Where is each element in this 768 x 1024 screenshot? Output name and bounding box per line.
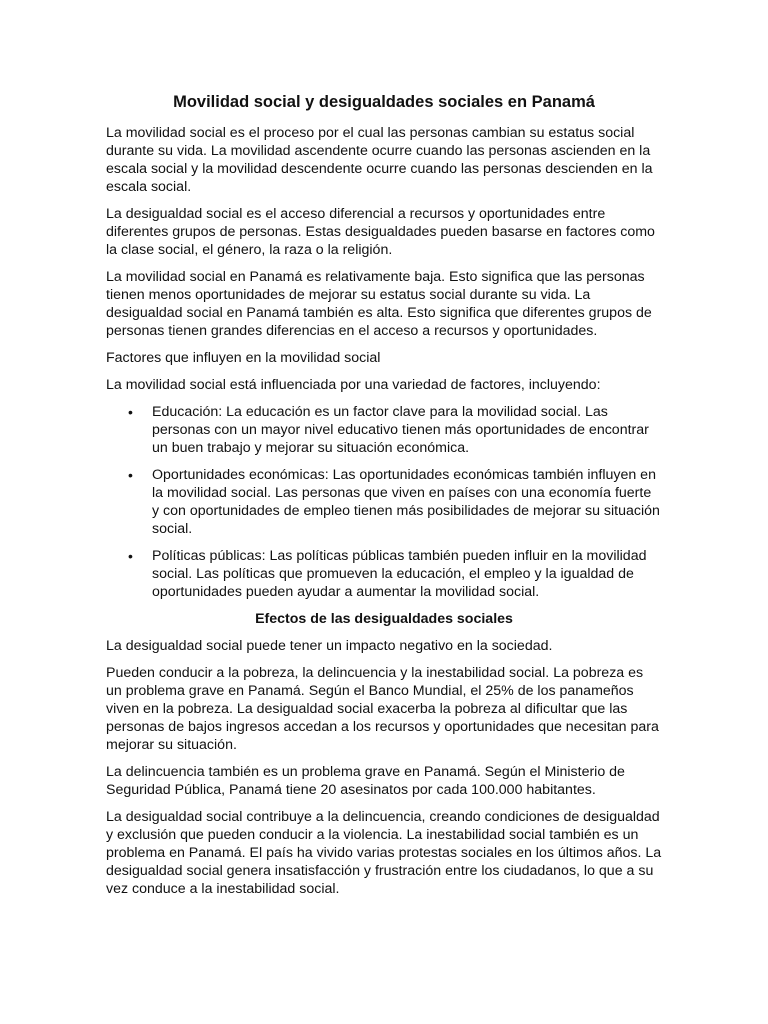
list-item [106, 403, 662, 457]
paragraph-pobreza: Pueden conducir a la pobreza, la delincuencia y la inestabilidad social. La pobreza es un problema grave en Panamá. Según el Banco Mundial, el 25% de los panameños viven en la pobreza. La desigualdad social exacerba la pobreza al dificultar que las personas de bajos ingresos accedan a los recursos y oportunidades que necesitan para mejorar su situación. [106, 665, 659, 753]
bullet-icon: • [128, 467, 133, 483]
paragraph-desigualdad-definicion: La desigualdad social es el acceso diferencial a recursos y oportunidades entre diferentes grupos de personas. Estas desigualdades pueden basarse en factores como la clase social, el género, la raza o la religión. [106, 206, 655, 258]
bullet-icon: • [128, 548, 133, 564]
list-item [106, 466, 662, 538]
document-title: Movilidad social y desigualdades sociales en Panamá [173, 93, 595, 111]
section-heading-efectos: Efectos de las desigualdades sociales [255, 611, 513, 627]
list-item [106, 547, 662, 601]
list-item-text: Políticas públicas: Las políticas públicas también pueden influir en la movilidad social. Las políticas que promueven la educación, el empleo y la igualdad de oportunidades pueden ayudar a aumentar la movilidad social. [152, 548, 647, 600]
bullet-icon: • [128, 404, 133, 420]
paragraph-inestabilidad: La desigualdad social contribuye a la delincuencia, creando condiciones de desigualdad y exclusión que pueden conducir a la violencia. La inestabilidad social también es un problema en Panamá. El país ha vivido varias protestas sociales en los últimos años. La desigualdad social genera insatisfacción y frustración entre los ciudadanos, lo que a su vez conduce a la inestabilidad social. [106, 809, 662, 897]
paragraph-factores-intro: La movilidad social está influenciada por una variedad de factores, incluyendo: [106, 377, 601, 393]
paragraph-movilidad-definicion: La movilidad social es el proceso por el cual las personas cambian su estatus social durante su vida. La movilidad ascendente ocurre cuando las personas ascienden en la escala social y la movilidad descendente ocurre cuando las personas descienden en la escala social. [106, 125, 653, 195]
list-item-text: Oportunidades económicas: Las oportunidades económicas también influyen en la movilidad social. Las personas que viven en países con una economía fuerte y con oportunidades de empleo tienen más posibilidades de mejorar su situación social. [152, 467, 660, 537]
paragraph-movilidad-panama: La movilidad social en Panamá es relativamente baja. Esto significa que las personas tienen menos oportunidades de mejorar su estatus social durante su vida. La desigualdad social en Panamá también es alta. Esto significa que diferentes grupos de personas tienen grandes diferencias en el acceso a recursos y oportunidades. [106, 269, 652, 339]
paragraph-factores-heading: Factores que influyen en la movilidad social [106, 350, 381, 366]
paragraph-delincuencia: La delincuencia también es un problema grave en Panamá. Según el Ministerio de Seguridad Pública, Panamá tiene 20 asesinatos por cada 100.000 habitantes. [106, 764, 625, 798]
list-item-text: Educación: La educación es un factor clave para la movilidad social. Las personas con un mayor nivel educativo tienen más oportunidades de encontrar un buen trabajo y mejorar su situación económica. [152, 404, 649, 456]
paragraph-impacto: La desigualdad social puede tener un impacto negativo en la sociedad. [106, 638, 553, 654]
factors-list [106, 403, 662, 601]
